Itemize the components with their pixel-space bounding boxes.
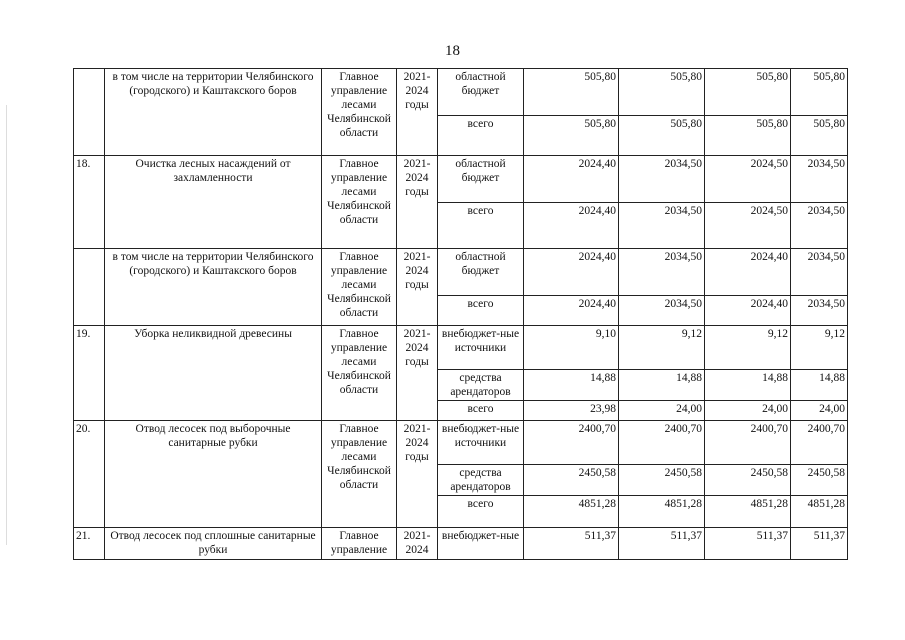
value-cell: 505,80: [524, 116, 619, 156]
value-cell: 2400,70: [524, 421, 619, 465]
value-cell: 2024,40: [524, 296, 619, 326]
period: 2021-2024 годы: [397, 69, 438, 156]
value-cell: 2400,70: [619, 421, 705, 465]
table-row: [74, 421, 848, 465]
funding-source: областной бюджет: [438, 249, 524, 296]
period: 2021-2024 годы: [397, 326, 438, 421]
value-cell: 2024,40: [524, 156, 619, 203]
period: 2021-2024 годы: [397, 156, 438, 249]
value-cell: 9,12: [619, 326, 705, 370]
value-cell: 511,37: [619, 528, 705, 560]
page-number: 18: [445, 43, 460, 59]
table-row: [74, 249, 848, 296]
value-cell: 2450,58: [705, 465, 791, 496]
period: 2021-2024 годы: [397, 249, 438, 326]
value-cell: 511,37: [524, 528, 619, 560]
table-row: [74, 528, 848, 560]
value-cell: 4851,28: [524, 496, 619, 528]
responsible-org: Главное управление лесами Челябинской области: [322, 156, 397, 249]
row-number: 19.: [74, 326, 105, 421]
value-cell: 2024,40: [705, 296, 791, 326]
row-number: [74, 69, 105, 156]
responsible-org: Главное управление лесами Челябинской области: [322, 249, 397, 326]
period: 2021-2024 годы: [397, 421, 438, 528]
measure-name: в том числе на территории Челябинского (городского) и Каштакского боров: [105, 249, 322, 326]
value-cell: 14,88: [619, 370, 705, 401]
funding-source: областной бюджет: [438, 69, 524, 116]
row-number: 18.: [74, 156, 105, 249]
measure-name: Очистка лесных насаждений от захламленности: [105, 156, 322, 249]
measure-name: в том числе на территории Челябинского (городского) и Каштакского боров: [105, 69, 322, 156]
value-cell: 14,88: [705, 370, 791, 401]
funding-source: средства арендаторов: [438, 465, 524, 496]
funding-source: областной бюджет: [438, 156, 524, 203]
table-row: [74, 156, 848, 203]
value-cell: 505,80: [791, 69, 848, 116]
row-number: 20.: [74, 421, 105, 528]
measure-name: Уборка неликвидной древесины: [105, 326, 322, 421]
funding-source: всего: [438, 116, 524, 156]
value-cell: 14,88: [524, 370, 619, 401]
value-cell: 2024,40: [524, 203, 619, 249]
value-cell: 511,37: [791, 528, 848, 560]
responsible-org: Главное управление: [322, 528, 397, 560]
value-cell: 9,12: [791, 326, 848, 370]
value-cell: 2034,50: [791, 249, 848, 296]
value-cell: 2400,70: [705, 421, 791, 465]
value-cell: 505,80: [524, 69, 619, 116]
funding-source: всего: [438, 296, 524, 326]
value-cell: 505,80: [619, 69, 705, 116]
responsible-org: Главное управление лесами Челябинской области: [322, 69, 397, 156]
value-cell: 505,80: [705, 116, 791, 156]
value-cell: 14,88: [791, 370, 848, 401]
value-cell: 2034,50: [791, 296, 848, 326]
value-cell: 2450,58: [619, 465, 705, 496]
value-cell: 2024,40: [524, 249, 619, 296]
funding-source: внебюджет-ные: [438, 528, 524, 560]
value-cell: 505,80: [791, 116, 848, 156]
value-cell: 2034,50: [619, 296, 705, 326]
value-cell: 9,12: [705, 326, 791, 370]
value-cell: 24,00: [791, 401, 848, 421]
value-cell: 2024,50: [705, 156, 791, 203]
funding-source: средства арендаторов: [438, 370, 524, 401]
value-cell: 4851,28: [791, 496, 848, 528]
value-cell: 24,00: [619, 401, 705, 421]
value-cell: 2400,70: [791, 421, 848, 465]
value-cell: 24,00: [705, 401, 791, 421]
value-cell: 2024,50: [705, 203, 791, 249]
value-cell: 9,10: [524, 326, 619, 370]
funding-source: всего: [438, 401, 524, 421]
funding-source: внебюджет-ные источники: [438, 421, 524, 465]
responsible-org: Главное управление лесами Челябинской области: [322, 326, 397, 421]
measure-name: Отвод лесосек под выборочные санитарные рубки: [105, 421, 322, 528]
measures-table: [73, 68, 848, 560]
value-cell: 4851,28: [705, 496, 791, 528]
scan-edge-line: [6, 105, 11, 545]
funding-source: внебюджет-ные источники: [438, 326, 524, 370]
funding-source: всего: [438, 496, 524, 528]
value-cell: 2450,58: [791, 465, 848, 496]
value-cell: 505,80: [619, 116, 705, 156]
row-number: [74, 249, 105, 326]
responsible-org: Главное управление лесами Челябинской области: [322, 421, 397, 528]
value-cell: 511,37: [705, 528, 791, 560]
value-cell: 2024,40: [705, 249, 791, 296]
row-number: 21.: [74, 528, 105, 560]
value-cell: 2034,50: [619, 249, 705, 296]
value-cell: 505,80: [705, 69, 791, 116]
table-row: [74, 326, 848, 370]
measure-name: Отвод лесосек под сплошные санитарные рубки: [105, 528, 322, 560]
value-cell: 2034,50: [791, 203, 848, 249]
value-cell: 2034,50: [791, 156, 848, 203]
funding-source: всего: [438, 203, 524, 249]
value-cell: 2450,58: [524, 465, 619, 496]
value-cell: 23,98: [524, 401, 619, 421]
table-row: [74, 69, 848, 116]
value-cell: 2034,50: [619, 203, 705, 249]
period: 2021-2024: [397, 528, 438, 560]
value-cell: 2034,50: [619, 156, 705, 203]
value-cell: 4851,28: [619, 496, 705, 528]
